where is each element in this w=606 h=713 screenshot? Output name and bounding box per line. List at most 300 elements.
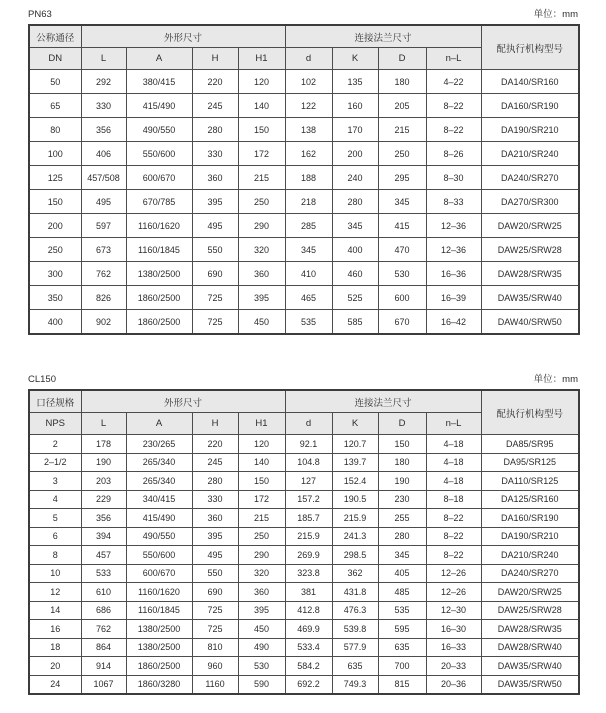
table-cell: 240: [332, 166, 378, 190]
table-cell: 170: [332, 118, 378, 142]
table-cell: 495: [192, 546, 238, 565]
table-cell: 150: [29, 190, 81, 214]
table-cell: 188: [285, 166, 332, 190]
table-cell: 362: [332, 564, 378, 583]
table-cell: 5: [29, 509, 81, 528]
table-cell: 172: [238, 490, 285, 509]
table-cell: 280: [378, 527, 426, 546]
table-cell: 269.9: [285, 546, 332, 565]
table-row: [29, 94, 579, 118]
table-cell: 185.7: [285, 509, 332, 528]
table-cell: 4–18: [426, 472, 481, 491]
table-cell: 280: [192, 118, 238, 142]
table-cell: DAW25/SRW28: [481, 601, 579, 620]
table-cell: DAW20/SRW25: [481, 583, 579, 602]
table-cell: 160: [332, 94, 378, 118]
table-cell: 725: [192, 286, 238, 310]
table-row: [29, 509, 579, 528]
table-cell: 20–36: [426, 675, 481, 694]
table-cell: 395: [192, 190, 238, 214]
table-cell: 533.4: [285, 638, 332, 657]
table-cell: 1160/1845: [126, 601, 192, 620]
table-cell: 673: [81, 238, 126, 262]
table-cell: 135: [332, 70, 378, 94]
table-cell: 4: [29, 490, 81, 509]
table-cell: 92.1: [285, 435, 332, 454]
table-cell: 12–36: [426, 238, 481, 262]
table-row: [29, 638, 579, 657]
table-cell: 490/550: [126, 527, 192, 546]
column-header: L: [81, 48, 126, 70]
table-cell: 457/508: [81, 166, 126, 190]
table-cell: 3: [29, 472, 81, 491]
table-cell: 323.8: [285, 564, 332, 583]
table-cell: 1860/3280: [126, 675, 192, 694]
table-cell: 8–22: [426, 94, 481, 118]
table-cell: 485: [378, 583, 426, 602]
table-cell: 330: [192, 490, 238, 509]
table-cell: 550: [192, 564, 238, 583]
table-cell: 65: [29, 94, 81, 118]
table-cell: 864: [81, 638, 126, 657]
column-header: d: [285, 413, 332, 435]
table-cell: 360: [192, 166, 238, 190]
column-header: NPS: [29, 413, 81, 435]
table-row: [29, 453, 579, 472]
table-body-cl150: [29, 435, 579, 695]
table-row: [29, 142, 579, 166]
table-cell: 8–22: [426, 546, 481, 565]
table-title-pn63: PN63: [28, 9, 52, 20]
table-cell: 495: [192, 214, 238, 238]
table-cell: 350: [29, 286, 81, 310]
table-cell: 122: [285, 94, 332, 118]
table-cell: 525: [332, 286, 378, 310]
table-cell: 914: [81, 657, 126, 676]
table-cell: 815: [378, 675, 426, 694]
column-header: D: [378, 48, 426, 70]
table-cell: DAW28/SRW35: [481, 620, 579, 639]
table-cell: 190: [81, 453, 126, 472]
column-group-dimensions: 外形尺寸: [81, 25, 285, 48]
unit-label-cl150: 单位：mm: [533, 374, 578, 385]
table-cell: DAW28/SRW35: [481, 262, 579, 286]
table-cell: 635: [378, 638, 426, 657]
table-cell: 150: [238, 472, 285, 491]
table-cell: 345: [378, 546, 426, 565]
table-cell: 8: [29, 546, 81, 565]
column-header: L: [81, 413, 126, 435]
column-group-flange: 连接法兰尺寸: [285, 25, 481, 48]
column-header-size: 公称通径: [29, 25, 81, 48]
table-cell: 100: [29, 142, 81, 166]
table-row: [29, 546, 579, 565]
table-cell: 127: [285, 472, 332, 491]
table-cell: 265/340: [126, 472, 192, 491]
table-row: [29, 472, 579, 491]
table-cell: 280: [192, 472, 238, 491]
table-cell: 590: [238, 675, 285, 694]
table-cell: 190: [378, 472, 426, 491]
table-row: [29, 435, 579, 454]
table-cell: DA240/SR270: [481, 564, 579, 583]
table-body-pn63: [29, 70, 579, 335]
table-cell: 412.8: [285, 601, 332, 620]
table-cell: DA190/SR210: [481, 527, 579, 546]
table-cell: 395: [238, 601, 285, 620]
section-pn63: [28, 8, 578, 335]
table-cell: 725: [192, 620, 238, 639]
table-cell: 597: [81, 214, 126, 238]
table-cell: 550/600: [126, 546, 192, 565]
column-header: H1: [238, 48, 285, 70]
table-cell: 2: [29, 435, 81, 454]
header-row-groups: [29, 25, 579, 48]
column-header: H: [192, 48, 238, 70]
table-cell: 8–22: [426, 118, 481, 142]
table-cell: 8–18: [426, 490, 481, 509]
table-cell: 172: [238, 142, 285, 166]
table-cell: 178: [81, 435, 126, 454]
table-cell: 245: [192, 94, 238, 118]
table-cell: 290: [238, 214, 285, 238]
table-cell: 460: [332, 262, 378, 286]
table-cell: 16–42: [426, 310, 481, 335]
table-cell: 203: [81, 472, 126, 491]
column-header-size: 口径规格: [29, 390, 81, 413]
table-cell: 125: [29, 166, 81, 190]
table-row: [29, 675, 579, 694]
table-cell: 215.9: [285, 527, 332, 546]
table-cell: 600/670: [126, 166, 192, 190]
table-cell: 8–26: [426, 142, 481, 166]
unit-label-pn63: 单位：mm: [533, 9, 578, 20]
table-cell: 200: [29, 214, 81, 238]
table-cell: 533: [81, 564, 126, 583]
table-cell: 220: [192, 435, 238, 454]
column-header: A: [126, 413, 192, 435]
table-cell: 16–36: [426, 262, 481, 286]
table-cell: 465: [285, 286, 332, 310]
table-cell: 215: [238, 509, 285, 528]
table-cell: 762: [81, 620, 126, 639]
column-header: A: [126, 48, 192, 70]
table-row: [29, 601, 579, 620]
table-cell: 162: [285, 142, 332, 166]
table-cell: DAW35/SRW50: [481, 675, 579, 694]
table-cell: 295: [378, 166, 426, 190]
table-cell: DAW25/SRW28: [481, 238, 579, 262]
column-header-actuator: 配执行机构型号: [481, 390, 579, 435]
table-row: [29, 190, 579, 214]
table-cell: 16–33: [426, 638, 481, 657]
table-cell: 340/415: [126, 490, 192, 509]
table-cell: 395: [238, 286, 285, 310]
table-cell: 8–22: [426, 527, 481, 546]
table-cell: 150: [378, 435, 426, 454]
table-cell: 345: [332, 214, 378, 238]
table-cell: 725: [192, 310, 238, 335]
column-header-actuator: 配执行机构型号: [481, 25, 579, 70]
table-cell: 1160/1620: [126, 583, 192, 602]
table-cell: 120: [238, 435, 285, 454]
table-cell: 345: [285, 238, 332, 262]
table-cell: DA210/SR240: [481, 546, 579, 565]
table-cell: 140: [238, 94, 285, 118]
table-cell: 20–33: [426, 657, 481, 676]
table-cell: 584.2: [285, 657, 332, 676]
table-cell: 104.8: [285, 453, 332, 472]
table-cell: 250: [29, 238, 81, 262]
table-row: [29, 166, 579, 190]
table-cell: 415: [378, 214, 426, 238]
table-cell: 610: [81, 583, 126, 602]
table-cell: 360: [238, 262, 285, 286]
table-cell: 635: [332, 657, 378, 676]
table-cell: 345: [378, 190, 426, 214]
table-cell: 670: [378, 310, 426, 335]
table-cell: 469.9: [285, 620, 332, 639]
table-cell: DAW35/SRW40: [481, 657, 579, 676]
table-cell: 1380/2500: [126, 262, 192, 286]
table-cell: 395: [192, 527, 238, 546]
table-cell: 330: [81, 94, 126, 118]
table-cell: 550/600: [126, 142, 192, 166]
table-cell: 960: [192, 657, 238, 676]
table-cell: 457: [81, 546, 126, 565]
table-cell: 1860/2500: [126, 286, 192, 310]
table-cell: 692.2: [285, 675, 332, 694]
table-cell: 1380/2500: [126, 638, 192, 657]
table-cell: 285: [285, 214, 332, 238]
table-cell: 241.3: [332, 527, 378, 546]
table-cell: 330: [192, 142, 238, 166]
table-cell: 577.9: [332, 638, 378, 657]
column-header: d: [285, 48, 332, 70]
table-cell: DA160/SR190: [481, 509, 579, 528]
table-cell: 12–26: [426, 583, 481, 602]
table-cell: 120: [238, 70, 285, 94]
table-cell: 12–26: [426, 564, 481, 583]
table-cell: DAW28/SRW40: [481, 638, 579, 657]
table-cell: 410: [285, 262, 332, 286]
table-cell: 810: [192, 638, 238, 657]
table-cell: 530: [238, 657, 285, 676]
section-cl150: [28, 373, 578, 695]
table-row: [29, 214, 579, 238]
table-cell: DAW20/SRW25: [481, 214, 579, 238]
table-cell: 50: [29, 70, 81, 94]
table-cell: 290: [238, 546, 285, 565]
column-header: H: [192, 413, 238, 435]
table-cell: DA160/SR190: [481, 94, 579, 118]
table-cell: 381: [285, 583, 332, 602]
table-cell: 406: [81, 142, 126, 166]
column-header: DN: [29, 48, 81, 70]
table-cell: DA210/SR240: [481, 142, 579, 166]
table-cell: 12: [29, 583, 81, 602]
table-cell: 4–18: [426, 453, 481, 472]
table-cell: 1067: [81, 675, 126, 694]
table-cell: 530: [378, 262, 426, 286]
table-row: [29, 118, 579, 142]
table-cell: 298.5: [332, 546, 378, 565]
table-cell: 749.3: [332, 675, 378, 694]
table-cell: DA125/SR160: [481, 490, 579, 509]
table-cell: 230: [378, 490, 426, 509]
table-cell: 2–1/2: [29, 453, 81, 472]
table-cell: 255: [378, 509, 426, 528]
table-row: [29, 286, 579, 310]
table-cell: 585: [332, 310, 378, 335]
table-cell: 180: [378, 453, 426, 472]
table-cell: 535: [285, 310, 332, 335]
table-cell: 157.2: [285, 490, 332, 509]
table-cell: DA140/SR160: [481, 70, 579, 94]
table-cell: DAW35/SRW40: [481, 286, 579, 310]
table-row: [29, 657, 579, 676]
table-cell: 360: [192, 509, 238, 528]
table-cell: 356: [81, 118, 126, 142]
column-header: n–L: [426, 48, 481, 70]
table-cell: 18: [29, 638, 81, 657]
table-cell: 102: [285, 70, 332, 94]
table-cell: 215: [238, 166, 285, 190]
table-cell: 690: [192, 262, 238, 286]
table-cell: 476.3: [332, 601, 378, 620]
table-cell: 762: [81, 262, 126, 286]
table-cell: 415/490: [126, 509, 192, 528]
table-cell: 490: [238, 638, 285, 657]
column-header: K: [332, 413, 378, 435]
table-cell: 12–36: [426, 214, 481, 238]
table-cell: 380/415: [126, 70, 192, 94]
table-cell: 600: [378, 286, 426, 310]
table-cell: 8–33: [426, 190, 481, 214]
table-cell: 10: [29, 564, 81, 583]
table-cell: 220: [192, 70, 238, 94]
caption-row-cl150: [28, 373, 578, 386]
table-cell: 450: [238, 620, 285, 639]
table-cell: 725: [192, 601, 238, 620]
table-cell: 8–30: [426, 166, 481, 190]
table-row: [29, 70, 579, 94]
table-cell: 1860/2500: [126, 657, 192, 676]
table-cell: 600/670: [126, 564, 192, 583]
table-row: [29, 527, 579, 546]
column-group-flange: 连接法兰尺寸: [285, 390, 481, 413]
table-cell: 16–39: [426, 286, 481, 310]
table-cell: 4–22: [426, 70, 481, 94]
table-cell: 190.5: [332, 490, 378, 509]
table-row: [29, 490, 579, 509]
table-cell: 400: [332, 238, 378, 262]
table-cell: DA270/SR300: [481, 190, 579, 214]
table-cell: 265/340: [126, 453, 192, 472]
table-cell: 16–30: [426, 620, 481, 639]
table-cell: 140: [238, 453, 285, 472]
table-cell: 80: [29, 118, 81, 142]
table-cell: 826: [81, 286, 126, 310]
table-cell: 1160: [192, 675, 238, 694]
table-row: [29, 262, 579, 286]
table-cell: 1860/2500: [126, 310, 192, 335]
column-header: K: [332, 48, 378, 70]
table-cell: 394: [81, 527, 126, 546]
table-cell: 902: [81, 310, 126, 335]
table-cell: 431.8: [332, 583, 378, 602]
table-cell: DA110/SR125: [481, 472, 579, 491]
caption-row-pn63: [28, 8, 578, 21]
table-cell: 250: [238, 190, 285, 214]
table-cell: 1380/2500: [126, 620, 192, 639]
column-group-dimensions: 外形尺寸: [81, 390, 285, 413]
table-cell: 20: [29, 657, 81, 676]
table-cell: 356: [81, 509, 126, 528]
table-cell: 539.8: [332, 620, 378, 639]
table-cell: 470: [378, 238, 426, 262]
table-cell: 686: [81, 601, 126, 620]
table-cell: 495: [81, 190, 126, 214]
table-row: [29, 238, 579, 262]
column-header: n–L: [426, 413, 481, 435]
table-cell: 215: [378, 118, 426, 142]
table-cell: 16: [29, 620, 81, 639]
table-cell: DA85/SR95: [481, 435, 579, 454]
table-cell: 490/550: [126, 118, 192, 142]
table-cell: 700: [378, 657, 426, 676]
table-cell: 670/785: [126, 190, 192, 214]
table-cell: 415/490: [126, 94, 192, 118]
table-cell: 292: [81, 70, 126, 94]
table-cell: 245: [192, 453, 238, 472]
table-cell: 1160/1620: [126, 214, 192, 238]
table-cell: 1160/1845: [126, 238, 192, 262]
table-row: [29, 620, 579, 639]
table-cell: 205: [378, 94, 426, 118]
table-cell: DAW40/SRW50: [481, 310, 579, 335]
table-cell: 250: [238, 527, 285, 546]
spec-table-pn63: [28, 24, 580, 335]
table-cell: 690: [192, 583, 238, 602]
table-cell: DA95/SR125: [481, 453, 579, 472]
table-cell: 152.4: [332, 472, 378, 491]
table-cell: 120.7: [332, 435, 378, 454]
table-cell: 450: [238, 310, 285, 335]
table-cell: 4–18: [426, 435, 481, 454]
table-cell: 14: [29, 601, 81, 620]
table-cell: 24: [29, 675, 81, 694]
table-cell: 138: [285, 118, 332, 142]
table-cell: 320: [238, 238, 285, 262]
table-cell: DA190/SR210: [481, 118, 579, 142]
table-row: [29, 564, 579, 583]
table-cell: 200: [332, 142, 378, 166]
table-cell: 6: [29, 527, 81, 546]
column-header: H1: [238, 413, 285, 435]
header-row-groups: [29, 390, 579, 413]
table-cell: 150: [238, 118, 285, 142]
table-row: [29, 583, 579, 602]
table-cell: 218: [285, 190, 332, 214]
table-cell: 229: [81, 490, 126, 509]
table-cell: 400: [29, 310, 81, 335]
table-row: [29, 310, 579, 335]
table-title-cl150: CL150: [28, 374, 56, 385]
table-cell: 300: [29, 262, 81, 286]
table-cell: 230/265: [126, 435, 192, 454]
table-cell: 405: [378, 564, 426, 583]
